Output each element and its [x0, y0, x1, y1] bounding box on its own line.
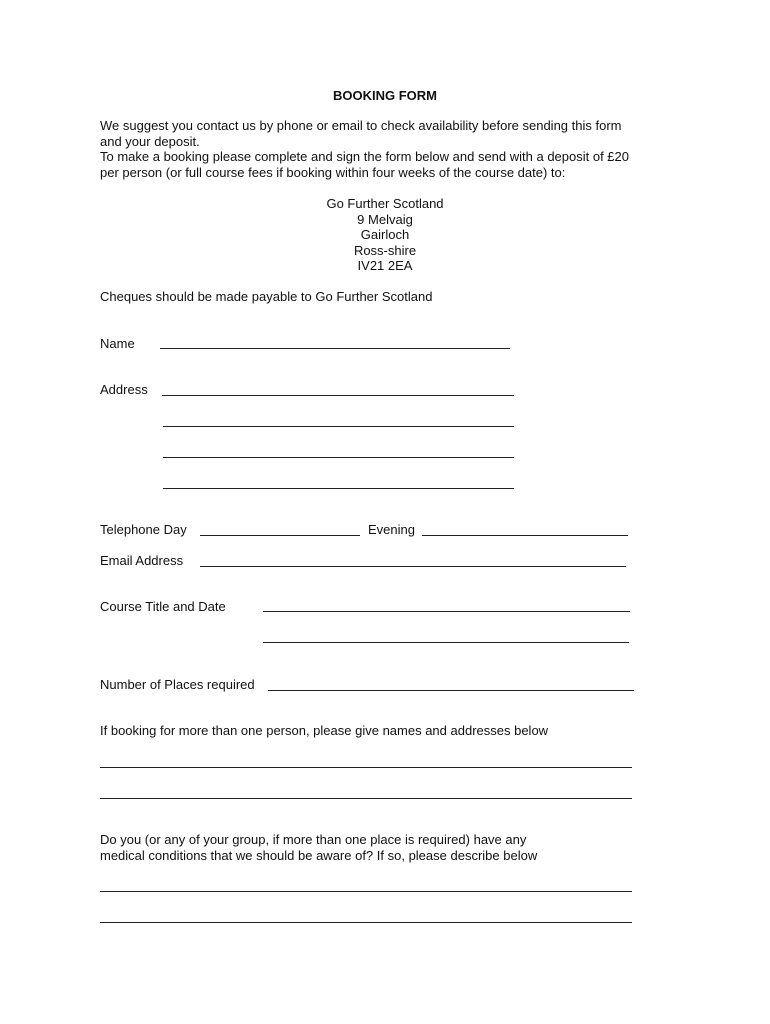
address-line: Go Further Scotland: [326, 196, 444, 211]
name-label: Name: [100, 336, 135, 351]
medical-field-line-2[interactable]: [100, 922, 632, 923]
telephone-evening-label: Evening: [368, 522, 415, 537]
address-line: Gairloch: [360, 227, 410, 242]
telephone-day-field[interactable]: [200, 535, 360, 536]
more-people-field-line-2[interactable]: [100, 798, 632, 799]
intro-line: To make a booking please complete and sign the form below and send with a deposit of £20: [100, 149, 630, 164]
email-label: Email Address: [100, 553, 184, 568]
postal-address: [0, 196, 770, 274]
address-label: Address: [100, 382, 148, 397]
intro-line: and your deposit.: [100, 133, 200, 149]
address-field-line-3[interactable]: [163, 457, 514, 458]
address-field-line-4[interactable]: [163, 488, 514, 489]
address-line: Ross-shire: [353, 242, 417, 258]
medical-field-line-1[interactable]: [100, 891, 632, 892]
more-people-note: If booking for more than one person, please give names and addresses below: [100, 723, 549, 738]
more-people-field-line-1[interactable]: [100, 767, 632, 768]
course-field-line-1[interactable]: [263, 611, 630, 612]
course-field-line-2[interactable]: [263, 642, 629, 643]
telephone-day-label: Telephone Day: [100, 522, 187, 537]
intro-line: We suggest you contact us by phone or email to check availability before sending this form: [100, 118, 622, 133]
name-field[interactable]: [160, 348, 510, 349]
address-field-line-1[interactable]: [162, 395, 514, 396]
intro-paragraph: [100, 118, 680, 180]
intro-line: per person (or full course fees if booking within four weeks of the course date) to:: [100, 164, 566, 180]
course-label: Course Title and Date: [100, 599, 226, 614]
places-label: Number of Places required: [100, 677, 255, 692]
email-field[interactable]: [200, 566, 626, 567]
address-line: IV21 2EA: [357, 258, 413, 273]
places-field[interactable]: [268, 690, 634, 691]
address-field-line-2[interactable]: [163, 426, 514, 427]
telephone-evening-field[interactable]: [422, 535, 628, 536]
medical-question-line: medical conditions that we should be aware of? If so, please describe below: [100, 847, 538, 863]
medical-question-line: Do you (or any of your group, if more than one place is required) have any: [100, 832, 527, 847]
medical-question: [100, 832, 537, 863]
cheques-note: Cheques should be made payable to Go Further Scotland: [100, 289, 433, 304]
address-line: 9 Melvaig: [357, 211, 413, 227]
form-title: BOOKING FORM: [333, 88, 437, 103]
